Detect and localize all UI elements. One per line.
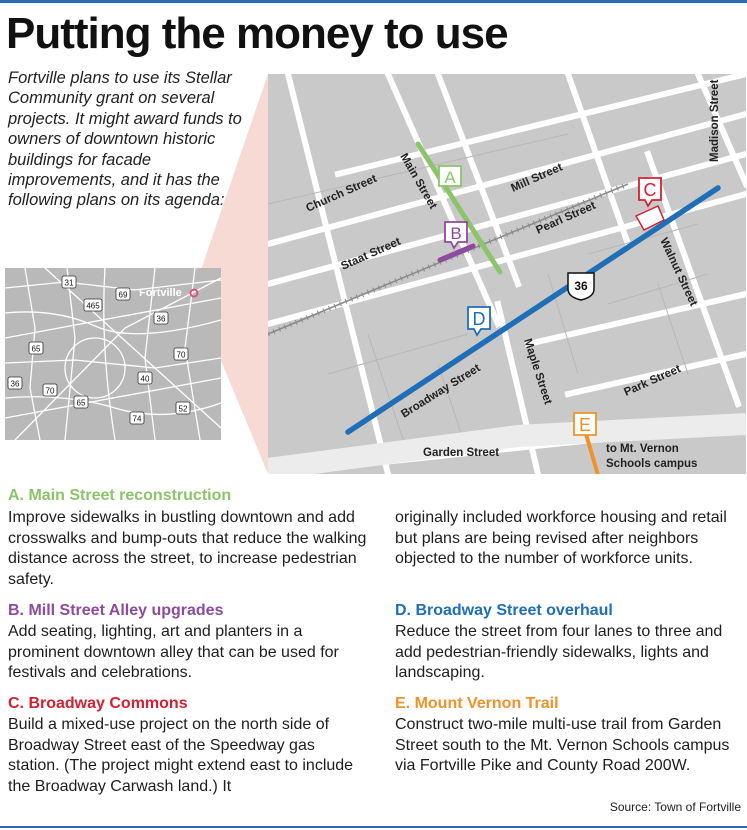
trail-label-line2: Schools campus (606, 458, 698, 470)
section-b-title: B. Mill Street Alley upgrades (8, 602, 224, 619)
svg-text:70: 70 (176, 350, 186, 360)
label-broadway-street: Broadway Street (399, 362, 483, 421)
svg-text:69: 69 (118, 290, 128, 300)
svg-text:E: E (578, 415, 592, 435)
locator-map (5, 268, 221, 440)
label-madison-street: Madison Street (709, 79, 721, 162)
svg-text:65: 65 (31, 344, 41, 354)
shield-40-icon (138, 372, 152, 384)
trail-label-line1: to Mt. Vernon (606, 443, 679, 455)
label-maple-street: Maple Street (521, 337, 554, 406)
svg-text:C: C (643, 180, 657, 200)
section-d-title: D. Broadway Street overhaul (395, 602, 613, 619)
marker-a (439, 166, 461, 187)
shield-65-south-icon (74, 396, 88, 408)
label-main-street: Main Street (397, 151, 439, 212)
shield-52-icon (176, 402, 190, 414)
label-park-street: Park Street (622, 363, 683, 399)
section-a-title: A. Main Street reconstruction (8, 487, 232, 504)
section-a-body: Improve sidewalks in bustling downtown and add crosswalks and bump-outs that reduce the walking distance across the street, to increase pedestrian safety. (8, 509, 367, 588)
svg-text:465: 465 (86, 301, 100, 311)
label-church-street: Church Street (304, 172, 379, 215)
label-pearl-street: Pearl Street (534, 199, 598, 237)
section-b-body: Add seating, lighting, art and planters in a prominent downtown alley that can be used for festivals and celebrations. (8, 623, 339, 681)
svg-text:40: 40 (140, 374, 150, 384)
shield-36-west-icon (8, 377, 22, 389)
section-c-body-continued: originally included workforce housing and retail but plans are being revised after neighbors objected to the number of workforce units. (395, 509, 727, 567)
svg-text:52: 52 (178, 404, 188, 414)
svg-text:36: 36 (574, 279, 588, 293)
svg-text:31: 31 (64, 278, 74, 288)
svg-text:B: B (450, 224, 462, 243)
svg-text:A: A (444, 168, 456, 187)
marker-e (574, 413, 596, 435)
section-e-body: Construct two-mile multi-use trail from Garden Street south to the Mt. Vernon Schools campus via Fortville Pike and County Road 200W. (395, 716, 730, 774)
shield-70-icon (174, 348, 188, 360)
shield-465-icon (84, 299, 102, 311)
shield-31-icon (62, 276, 76, 288)
street-map (268, 74, 746, 474)
shield-70-west-icon (43, 384, 57, 396)
shield-36-icon (154, 312, 168, 324)
shield-74-icon (130, 412, 144, 424)
section-e-title: E. Mount Vernon Trail (395, 695, 559, 712)
svg-text:D: D (472, 309, 486, 329)
section-c-body: Build a mixed-use project on the north side of Broadway Street east of the Speedway gas station. (The project might extend east to include the Broadway Carwash land.) It (8, 716, 354, 795)
label-walnut-street: Walnut Street (657, 236, 700, 309)
svg-text:70: 70 (45, 386, 55, 396)
label-mill-street: Mill Street (509, 161, 565, 195)
source-credit: Source: Town of Fortville (609, 800, 741, 814)
page-title: Putting the money to use (6, 9, 508, 58)
section-c-title: C. Broadway Commons (8, 695, 188, 712)
svg-text:36: 36 (156, 314, 166, 324)
svg-text:74: 74 (132, 414, 142, 424)
shield-65-icon (29, 342, 43, 354)
locator-city-label: Fortville (139, 287, 182, 299)
bottom-rule (0, 826, 747, 828)
label-staat-street: Staat Street (339, 235, 403, 273)
intro-text: Fortville plans to use its Stellar Community grant on several projects. It might award funds to owners of downtown historic buildings for facade improvements, and it has the following plans on its agenda: (8, 69, 242, 210)
route-36-shield-icon (568, 273, 594, 300)
section-d-body: Reduce the street from four lanes to three and add pedestrian-friendly sidewalks, lights and landscaping. (395, 623, 723, 681)
svg-text:36: 36 (10, 379, 20, 389)
svg-text:65: 65 (76, 398, 86, 408)
label-garden-street: Garden Street (423, 447, 500, 459)
shield-69-icon (116, 288, 130, 300)
